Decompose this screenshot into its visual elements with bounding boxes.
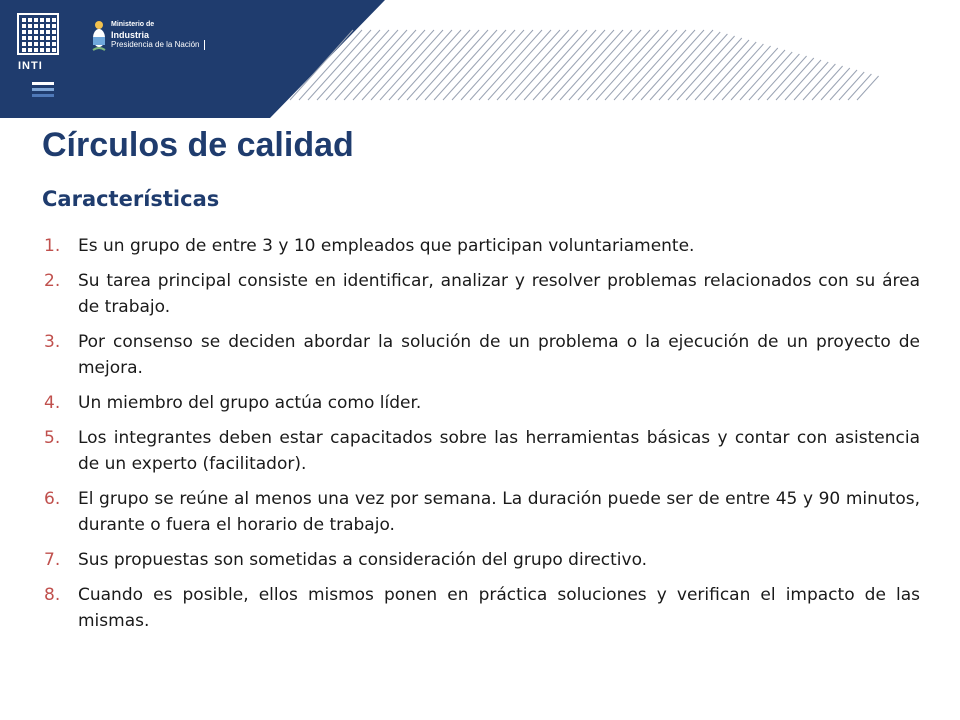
- item-text: Un miembro del grupo actúa como líder.: [78, 393, 422, 413]
- header-hatch-line: [686, 38, 742, 100]
- header-hatch-line: [443, 30, 506, 100]
- coat-of-arms-icon: [92, 20, 106, 52]
- item-text: Cuando es posible, ellos mismos ponen en práctica soluciones y verifican el impacto de las mismas.: [78, 585, 920, 631]
- item-text: Los integrantes deben estar capacitados sobre las herramientas básicas y contar con asistencia de un experto (facilitador).: [78, 428, 920, 474]
- header-hatch-line: [641, 30, 704, 100]
- header-hatch-line: [371, 30, 434, 100]
- header-hatch-line: [803, 64, 835, 100]
- item-number: 1.: [44, 236, 61, 256]
- ministry-line-3: Presidencia de la Nación: [111, 40, 205, 50]
- header-hatch-line: [515, 30, 578, 100]
- header-hatch-line: [542, 30, 605, 100]
- header-hatch-line: [479, 30, 542, 100]
- header-hatch-line: [551, 30, 614, 100]
- logo-grid-cell: [52, 48, 56, 52]
- item-text: Sus propuestas son sometidas a consideración del grupo directivo.: [78, 550, 648, 570]
- logo-grid-cell: [28, 30, 32, 34]
- header-hatch-line: [848, 74, 871, 100]
- logo-grid-cell: [52, 24, 56, 28]
- logo-grid-cell: [34, 36, 38, 40]
- item-number: 5.: [44, 428, 61, 448]
- logo-grid-cell: [46, 36, 50, 40]
- logo-grid-cell: [40, 24, 44, 28]
- slide-subtitle: Características: [42, 187, 220, 211]
- header-hatch-line: [596, 30, 659, 100]
- header-hatch-line: [452, 30, 515, 100]
- header-hatch-line: [605, 30, 668, 100]
- inti-logo-icon: [14, 12, 64, 102]
- header-hatch-line: [677, 36, 735, 100]
- logo-grid-cell: [46, 48, 50, 52]
- header-hatch-line: [434, 30, 497, 100]
- header-hatch-line: [569, 30, 632, 100]
- logo-grid-cell: [40, 30, 44, 34]
- header-hatch-line: [407, 30, 470, 100]
- header-hatch-line: [497, 30, 560, 100]
- item-number: 8.: [44, 585, 61, 605]
- header-hatch-line: [353, 30, 416, 100]
- header-hatch-line: [533, 30, 596, 100]
- logo-grid-cell: [34, 18, 38, 22]
- item-number: 7.: [44, 550, 61, 570]
- header-hatch-line: [461, 30, 524, 100]
- list-item: [44, 486, 920, 538]
- header-hatch-line: [425, 30, 488, 100]
- header-hatch-line: [785, 60, 821, 100]
- logo-grid-cell: [28, 48, 32, 52]
- header-hatch-line: [470, 30, 533, 100]
- item-number: 2.: [44, 271, 61, 291]
- logo-grid-cell: [40, 36, 44, 40]
- list-item: [44, 329, 920, 381]
- logo-grid-cell: [34, 30, 38, 34]
- list-item: [44, 582, 920, 634]
- header-hatch-line: [731, 48, 778, 100]
- logo-grid-cell: [34, 42, 38, 46]
- list-item: [44, 233, 920, 259]
- header-hatch-line: [344, 30, 407, 100]
- characteristics-list: [44, 233, 920, 643]
- item-number: 3.: [44, 332, 61, 352]
- item-number: 6.: [44, 489, 61, 509]
- item-number: 4.: [44, 393, 61, 413]
- inti-logo-text: INTI: [18, 60, 43, 72]
- header-hatch-line: [524, 30, 587, 100]
- header-hatch-line: [587, 30, 650, 100]
- header-hatch-line: [380, 30, 443, 100]
- header-hatch-line: [614, 30, 677, 100]
- ministry-logo: [92, 20, 205, 60]
- item-text: Es un grupo de entre 3 y 10 empleados que participan voluntariamente.: [78, 236, 695, 256]
- list-item: [44, 425, 920, 477]
- header-hatch-line: [632, 30, 695, 100]
- logo-grid-cell: [46, 18, 50, 22]
- header-hatch-line: [398, 30, 461, 100]
- logo-grid-cell: [40, 48, 44, 52]
- header-hatch-line: [578, 30, 641, 100]
- item-text: Su tarea principal consiste en identificar, analizar y resolver problemas relacionados con su área de trabajo.: [78, 271, 920, 317]
- header-hatch-line: [794, 62, 828, 100]
- logo-grid-cell: [28, 24, 32, 28]
- header-hatch-line: [560, 30, 623, 100]
- logo-grid-cell: [52, 30, 56, 34]
- header-hatch-line: [821, 68, 850, 100]
- header-banner: [0, 0, 960, 118]
- list-item: [44, 390, 920, 416]
- header-hatch-line: [416, 30, 479, 100]
- header-hatch-line: [749, 52, 792, 100]
- logo-grid-cell: [52, 36, 56, 40]
- logo-grid-cell: [34, 24, 38, 28]
- header-hatch-line: [812, 66, 843, 100]
- logo-grid-cell: [52, 42, 56, 46]
- logo-grid-cell: [22, 42, 26, 46]
- header-hatch-line: [758, 54, 799, 100]
- ministry-line-2: Industria: [111, 30, 150, 40]
- header-hatch-line: [659, 32, 720, 100]
- list-item: [44, 268, 920, 320]
- logo-grid-cell: [22, 48, 26, 52]
- logo-grid-cell: [40, 42, 44, 46]
- header-hatch-line: [695, 40, 749, 100]
- logo-grid-cell: [46, 42, 50, 46]
- logo-grid-cell: [28, 36, 32, 40]
- header-hatch-line: [767, 56, 807, 100]
- item-text: El grupo se reúne al menos una vez por semana. La duración puede ser de entre 45 y 90 minutos, durante o fuera el horario de trabajo.: [78, 489, 920, 535]
- logo-grid-cell: [22, 18, 26, 22]
- header-hatch-line: [362, 30, 425, 100]
- header-hatch-line: [488, 30, 551, 100]
- header-hatch-line: [857, 76, 879, 100]
- logo-grid-cell: [46, 30, 50, 34]
- logo-grid-cell: [22, 30, 26, 34]
- logo-grid-cell: [22, 36, 26, 40]
- header-hatch-line: [722, 46, 771, 100]
- list-item: [44, 547, 920, 573]
- logo-grid-cell: [34, 48, 38, 52]
- logo-grid-cell: [22, 24, 26, 28]
- header-hatch-line: [389, 30, 452, 100]
- logo-grid-cell: [28, 42, 32, 46]
- header-hatch-line: [650, 30, 713, 100]
- header-hatch-line: [623, 30, 686, 100]
- slide-title: Círculos de calidad: [42, 126, 354, 164]
- logo-grid-cell: [52, 18, 56, 22]
- logo-grid-cell: [28, 18, 32, 22]
- header-hatch-line: [668, 34, 727, 100]
- item-text: Por consenso se deciden abordar la solución de un problema o la ejecución de un proyecto de mejora.: [78, 332, 920, 378]
- logo-grid-cell: [40, 18, 44, 22]
- ministry-line-1: Ministerio de: [111, 21, 155, 28]
- header-hatch-line: [506, 30, 569, 100]
- header-hatch-line: [740, 50, 785, 100]
- logo-grid-cell: [46, 24, 50, 28]
